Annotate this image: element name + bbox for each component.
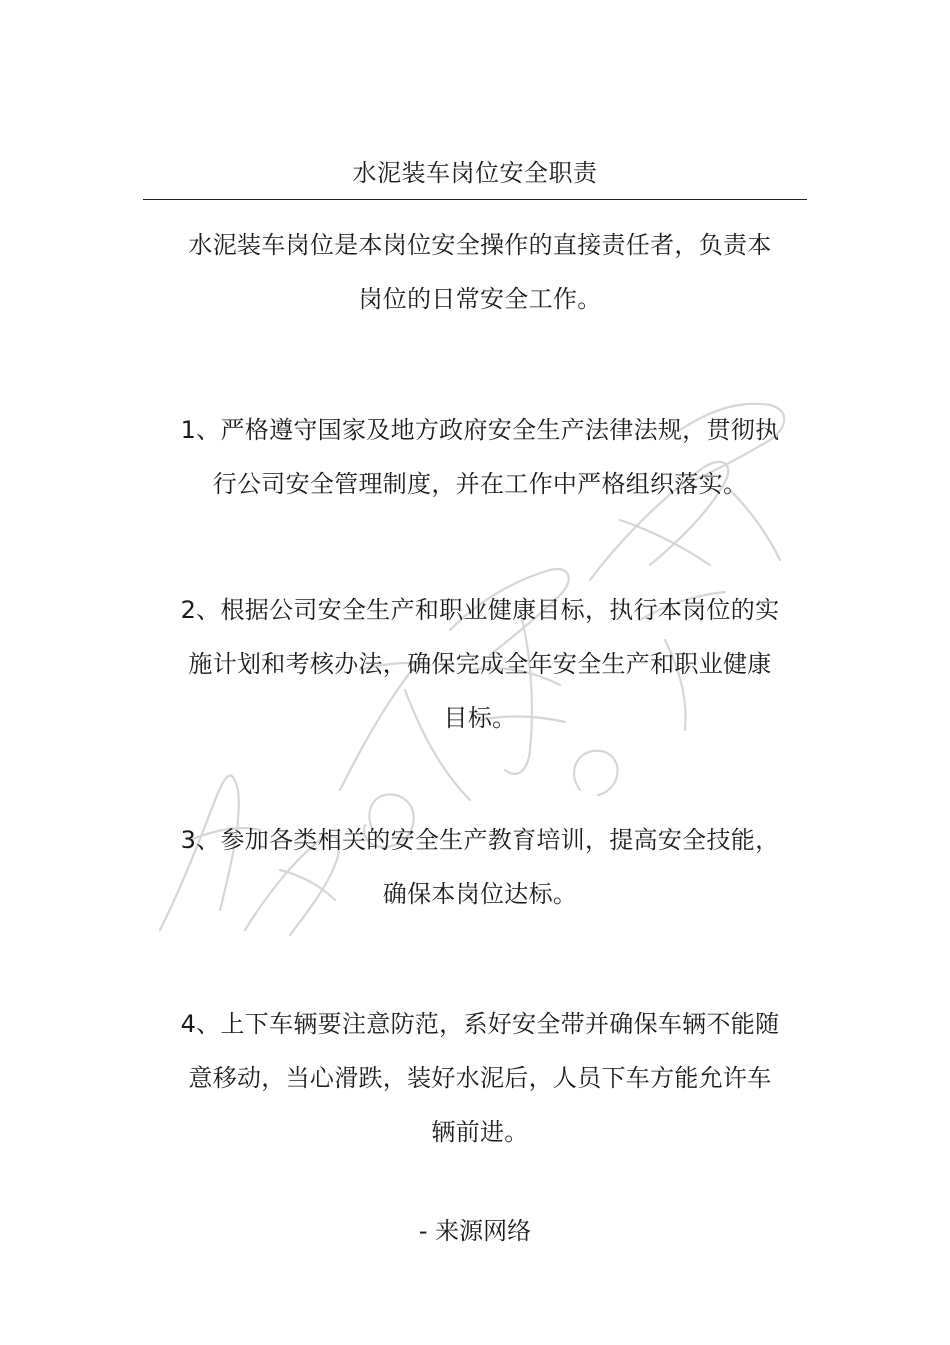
paragraph-line: 施计划和考核办法，确保完成全年安全生产和职业健康 xyxy=(188,650,772,678)
duty-item-4 xyxy=(140,997,820,1159)
paragraph-line: 4、上下车辆要注意防范，系好安全带并确保车辆不能随 xyxy=(180,1010,780,1038)
duty-item-3 xyxy=(140,813,820,921)
paragraph-line: 确保本岗位达标。 xyxy=(382,880,578,908)
paragraph-line: 水泥装车岗位是本岗位安全操作的直接责任者，负责本 xyxy=(188,231,772,259)
paragraph-line: 行公司安全管理制度，并在工作中严格组织落实。 xyxy=(212,470,748,498)
duty-item-1 xyxy=(140,403,820,511)
paragraph-line: 2、根据公司安全生产和职业健康目标，执行本岗位的实 xyxy=(180,596,780,624)
paragraph-line: 岗位的日常安全工作。 xyxy=(358,285,602,313)
duty-item-2 xyxy=(140,583,820,745)
intro-paragraph xyxy=(140,218,820,326)
source-note: - 来源网络 xyxy=(418,1217,532,1245)
paragraph-line: 目标。 xyxy=(443,704,517,732)
paragraph-line: 1、严格遵守国家及地方政府安全生产法律法规，贯彻执 xyxy=(180,416,780,444)
paragraph-line: 辆前进。 xyxy=(431,1118,529,1146)
paragraph-line: 3、参加各类相关的安全生产教育培训，提高安全技能， xyxy=(180,826,780,854)
paragraph-line: 意移动，当心滑跌，装好水泥后，人员下车方能允许车 xyxy=(188,1064,772,1092)
document-title: 水泥装车岗位安全职责 xyxy=(352,159,598,187)
title-divider xyxy=(143,199,807,200)
